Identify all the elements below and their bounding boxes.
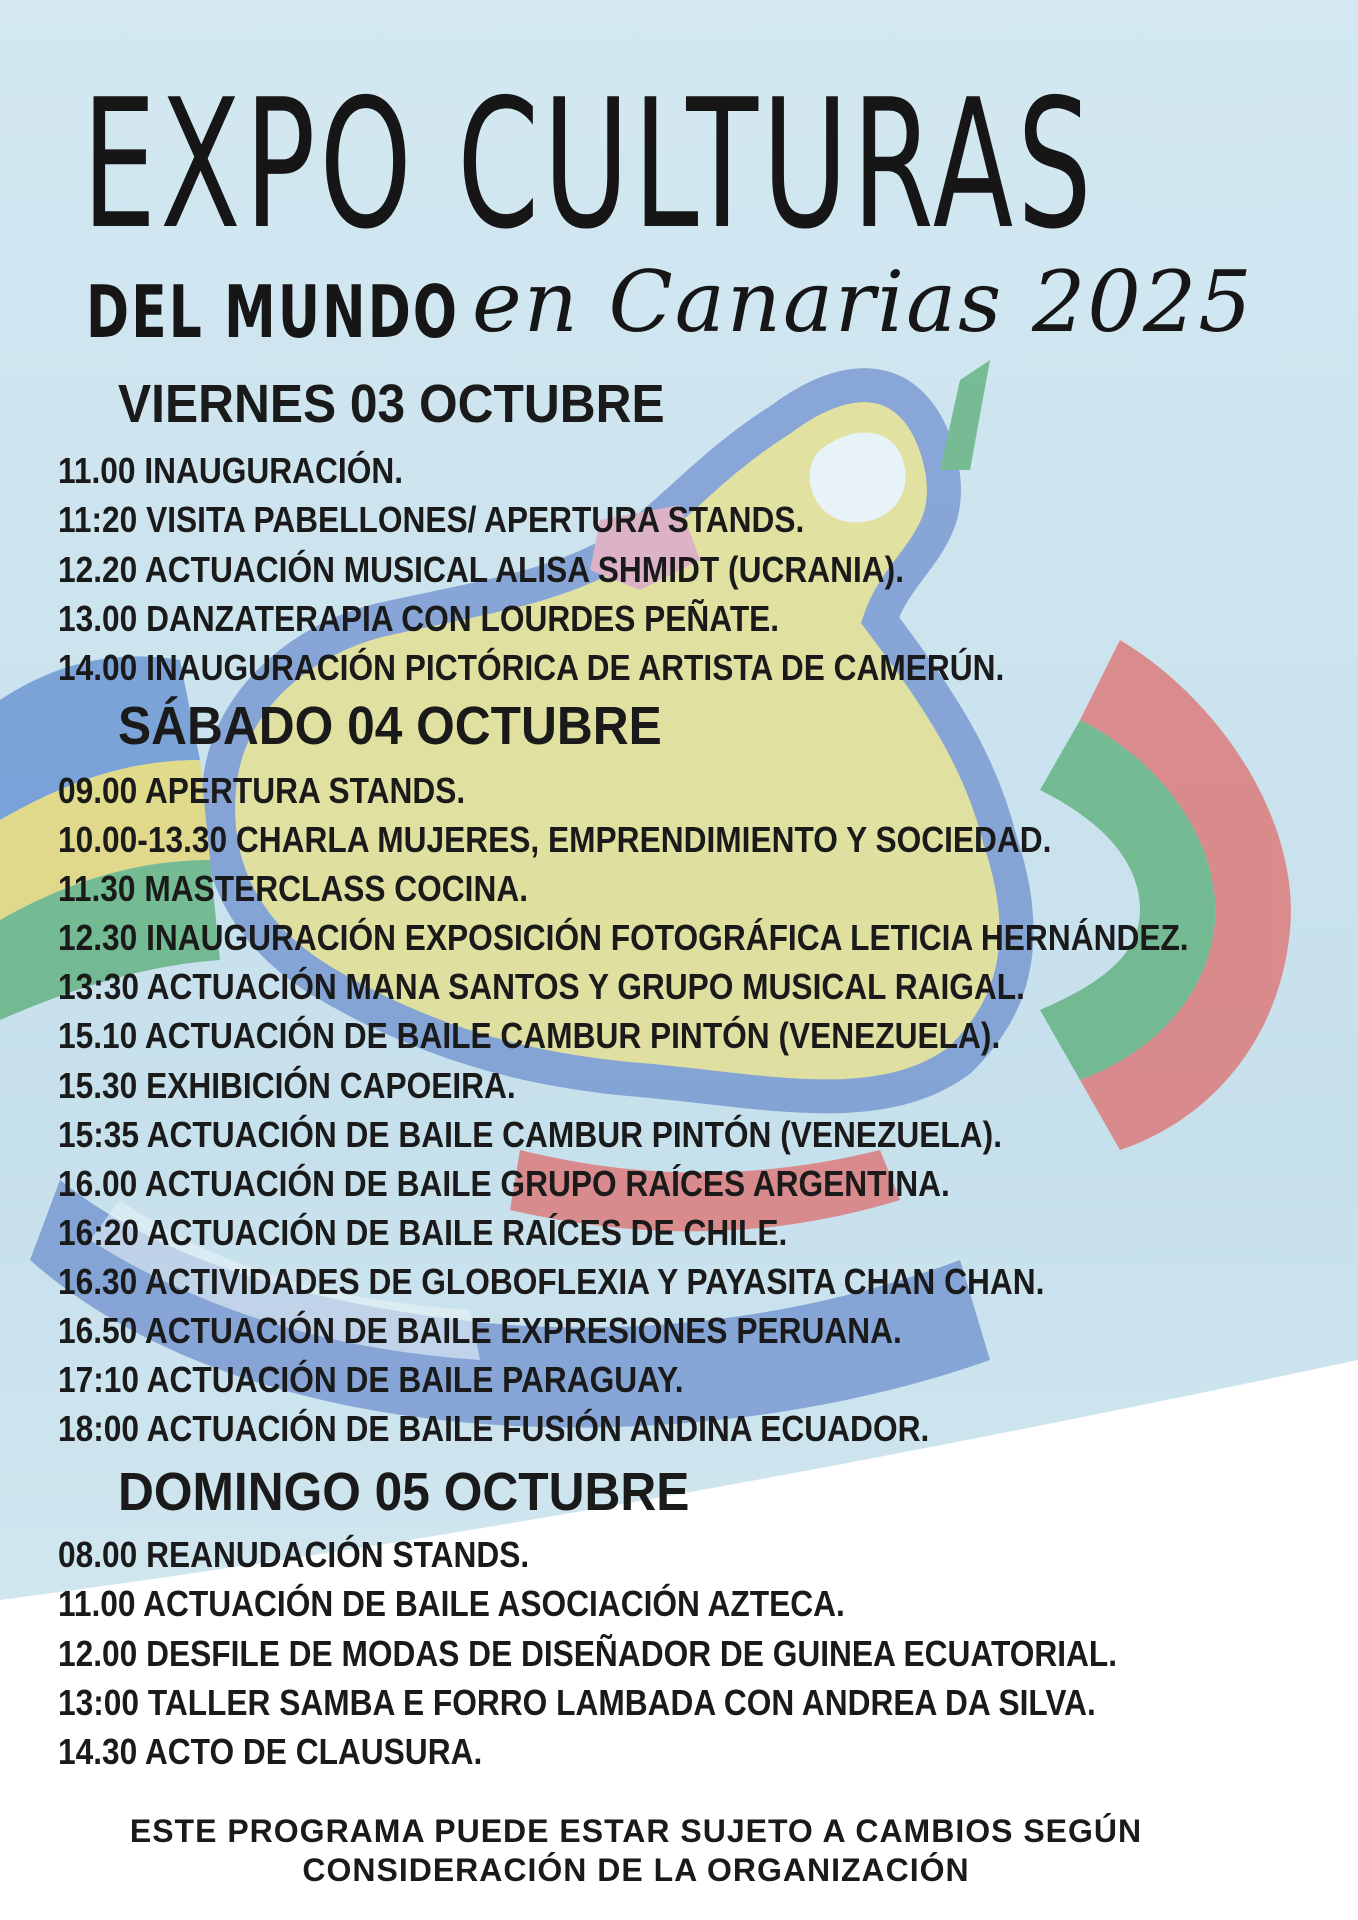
schedule-list-sabado [58,766,1343,1453]
schedule-item: 13.00 DANZATERAPIA CON LOURDES PEÑATE. [58,597,780,639]
schedule-item: 16.50 ACTUACIÓN DE BAILE EXPRESIONES PERUANA. [58,1310,902,1352]
schedule-item: 11:20 VISITA PABELLONES/ APERTURA STANDS. [58,499,805,541]
event-title: EXPO CULTURAS [82,61,1096,268]
schedule-item: 15:35 ACTUACIÓN DE BAILE CAMBUR PINTÓN (VENEZUELA). [58,1113,1003,1155]
day-heading-viernes: VIERNES 03 OCTUBRE [118,374,665,434]
day-heading-domingo: DOMINGO 05 OCTUBRE [118,1462,690,1522]
schedule-item: 16.30 ACTIVIDADES DE GLOBOFLEXIA Y PAYASITA CHAN CHAN. [58,1260,1045,1302]
event-location-year: en Canarias 2025 [472,253,1254,351]
schedule-item: 08.00 REANUDACIÓN STANDS. [58,1534,530,1575]
schedule-item: 12.20 ACTUACIÓN MUSICAL ALISA SHMIDT (UCRANIA). [58,548,905,590]
schedule-list-domingo [58,1530,1262,1776]
schedule-item: 09.00 APERTURA STANDS. [58,770,466,811]
schedule-item: 11.00 ACTUACIÓN DE BAILE ASOCIACIÓN AZTECA. [58,1583,845,1625]
schedule-item: 13:00 TALLER SAMBA E FORRO LAMBADA CON ANDREA DA SILVA. [58,1681,1096,1723]
event-subtitle: DEL MUNDO [86,270,460,354]
schedule-item: 11.00 INAUGURACIÓN. [58,450,404,491]
schedule-item: 12.30 INAUGURACIÓN EXPOSICIÓN FOTOGRÁFICA LETICIA HERNÁNDEZ. [58,917,1189,959]
schedule-item: 14.30 ACTO DE CLAUSURA. [58,1731,483,1773]
schedule-item: 16.00 ACTUACIÓN DE BAILE GRUPO RAÍCES ARGENTINA. [58,1162,950,1204]
schedule-item: 14.00 INAUGURACIÓN PICTÓRICA DE ARTISTA DE CAMERÚN. [58,647,1005,689]
schedule-item: 12.00 DESFILE DE MODAS DE DISEÑADOR DE GUINEA ECUATORIAL. [58,1632,1118,1674]
day-heading-sabado: SÁBADO 04 OCTUBRE [118,696,662,756]
disclaimer-line-1: ESTE PROGRAMA PUEDE ESTAR SUJETO A CAMBIOS SEGÚN [129,1813,1143,1849]
disclaimer-line-2: CONSIDERACIÓN DE LA ORGANIZACIÓN [302,1852,970,1888]
schedule-item: 16:20 ACTUACIÓN DE BAILE RAÍCES DE CHILE. [58,1211,788,1253]
schedule-item: 18:00 ACTUACIÓN DE BAILE FUSIÓN ANDINA ECUADOR. [58,1408,930,1450]
schedule-list-viernes [58,446,1133,692]
schedule-item: 10.00-13.30 CHARLA MUJERES, EMPRENDIMIENTO Y SOCIEDAD. [58,819,1052,861]
schedule-item: 15.30 EXHIBICIÓN CAPOEIRA. [58,1064,516,1106]
schedule-item: 11.30 MASTERCLASS COCINA. [58,868,529,910]
schedule-item: 15.10 ACTUACIÓN DE BAILE CAMBUR PINTÓN (VENEZUELA). [58,1015,1001,1057]
schedule-item: 17:10 ACTUACIÓN DE BAILE PARAGUAY. [58,1359,684,1401]
schedule-item: 13:30 ACTUACIÓN MANA SANTOS Y GRUPO MUSICAL RAIGAL. [58,966,1025,1008]
